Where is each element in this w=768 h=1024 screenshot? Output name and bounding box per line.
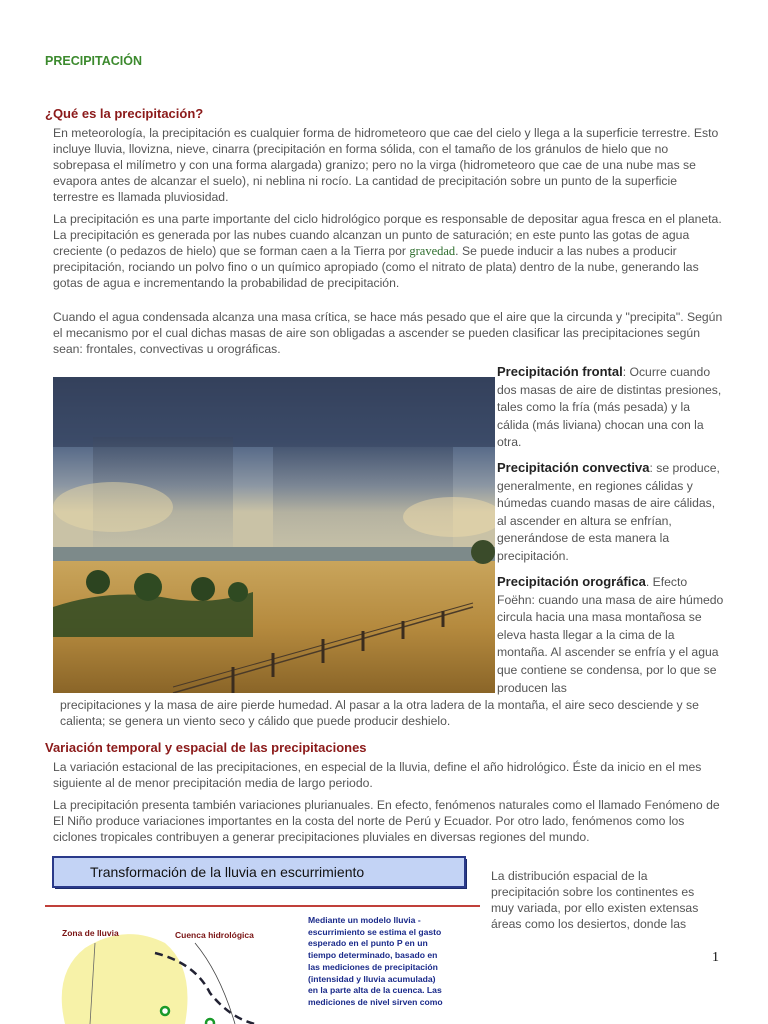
diagram-label-zona: Zona de lluvia: [62, 928, 119, 938]
diagram-text-line: mediciones de nivel sirven como: [308, 996, 443, 1007]
diagram-label-cuenca: Cuenca hidrológica: [175, 930, 254, 940]
diagram-text-line: (intensidad y lluvia acumulada): [308, 973, 436, 984]
frontal-description: [497, 363, 725, 452]
diagram-text-line: en la parte alta de la cuenca. Las: [308, 985, 442, 996]
paragraph-text: . Se puede inducir a las nubes a producir precipitación, rociando un polvo fino o un químico apropiado (como el nitrato de plata) dentro de la nube, generando las gotas de agua e incrementando la probabilidad de precipitación.: [53, 244, 699, 290]
paragraph-seasonal-variation: La variación estacional de las precipitaciones, en especial de la lluvia, define el año hidrológico. Éste da inicio en el mes siguiente al de menor precipitación media de largo periodo.: [53, 760, 702, 790]
diagram-text-line: las mediciones de precipitación: [308, 961, 438, 972]
section-heading-que-es: ¿Qué es la precipitación?: [45, 106, 204, 121]
convectiva-description: [497, 459, 725, 566]
diagram-text-line: escurrimiento se estima el gasto: [308, 926, 442, 937]
orografica-text: . Efecto Foëhn: cuando una masa de aire húmedo circula hacia una masa montañosa se eleva hasta llegar a la cima de la montaña. Al ascender se enfría y el agua que contiene se condensa, por lo que se producen las: [497, 575, 724, 695]
orografica-continuation: precipitaciones y la masa de aire pierde humedad. Al pasar a la otra ladera de la montaña, el aire seco desciende y se calienta; se genera un viento seco y cálido que puede producir deshielo.: [60, 698, 699, 728]
document-title: PRECIPITACIÓN: [45, 54, 142, 68]
paragraph-spatial-distribution: La distribución espacial de la precipitación sobre los continentes es muy variada, por ello existen extensas áreas como los desiertos, donde las: [491, 869, 699, 931]
gravedad-link[interactable]: gravedad: [409, 244, 456, 258]
diagram-text-line: Mediante un modelo lluvia -: [308, 915, 421, 925]
paragraph-definition: En meteorología, la precipitación es cualquier forma de hidrometeoro que cae del cielo y llega a la superficie terrestre. Esto incluye lluvia, llovizna, nieve, cinarra (precipitación en forma sólida, con el tamaño de los gránulos de hielo que no sobrepasa el milímetro y con una forma alargada) granizo; pero no la virga (hidrometeoro que cae de una nube mas se evapora antes de alcanzar el suelo), ni neblina ni rocío. La cantidad de precipitación sobre un punto de la superficie terrestre es llamada pluviosidad.: [53, 126, 719, 204]
rain-landscape-photo: [53, 377, 495, 693]
diagram-description: [308, 915, 476, 1009]
paragraph-text: La precipitación es una parte importante del ciclo hidrológico porque es responsable de depositar agua fresca en el planeta. La precipitación es generada por las nubes cuando alcanzan un punto de saturación; en este punto las gotas de agua creciente (o pedazos de hielo) que se forman caen a la Tierra por: [53, 212, 722, 258]
frontal-title: Precipitación frontal: [497, 364, 623, 379]
diagram-text-line: tiempo determinado, basado en: [308, 950, 438, 961]
frontal-text: : Ocurre cuando dos masas de aire de distintas presiones, tales como la fría (más pesada) y la cálida (más liviana) chocan una con la otra.: [497, 365, 722, 450]
page-number: 1: [712, 950, 719, 965]
paragraph-hydrologic-cycle: [53, 211, 723, 291]
section-heading-variacion: Variación temporal y espacial de las precipitaciones: [45, 740, 367, 755]
diagram-title: Transformación de la lluvia en escurrimiento: [90, 864, 365, 880]
convectiva-title: Precipitación convectiva: [497, 460, 650, 475]
orografica-description: [497, 573, 725, 697]
diagram-text-line: esperado en el punto P en un: [308, 938, 428, 949]
paragraph-pluriannual-variation: La precipitación presenta también variaciones plurianuales. En efecto, fenómenos naturales como el llamado Fenómeno de El Niño produce variaciones importantes en la costa del norte de Perú y Ecuador. Por otro lado, fenómenos como los ciclones tropicales contribuyen a generar precipitaciones pluviales en diversas regiones del mundo.: [53, 798, 720, 844]
convectiva-text: : se produce, generalmente, en regiones cálidas y húmedas cuando masas de aire cálidas, al ascender en altura se enfrían, generándose de esta manera la precipitación.: [497, 461, 720, 563]
paragraph-critical-mass: Cuando el agua condensada alcanza una masa crítica, se hace más pesado que el aire que la circunda y "precipita". Según el mecanismo por el cual dichas masas de aire son obligadas a ascender se pueden clasificar las precipitaciones según sean: frontales, convectivas u orográficas.: [53, 310, 723, 356]
orografica-title: Precipitación orográfica: [497, 574, 646, 589]
